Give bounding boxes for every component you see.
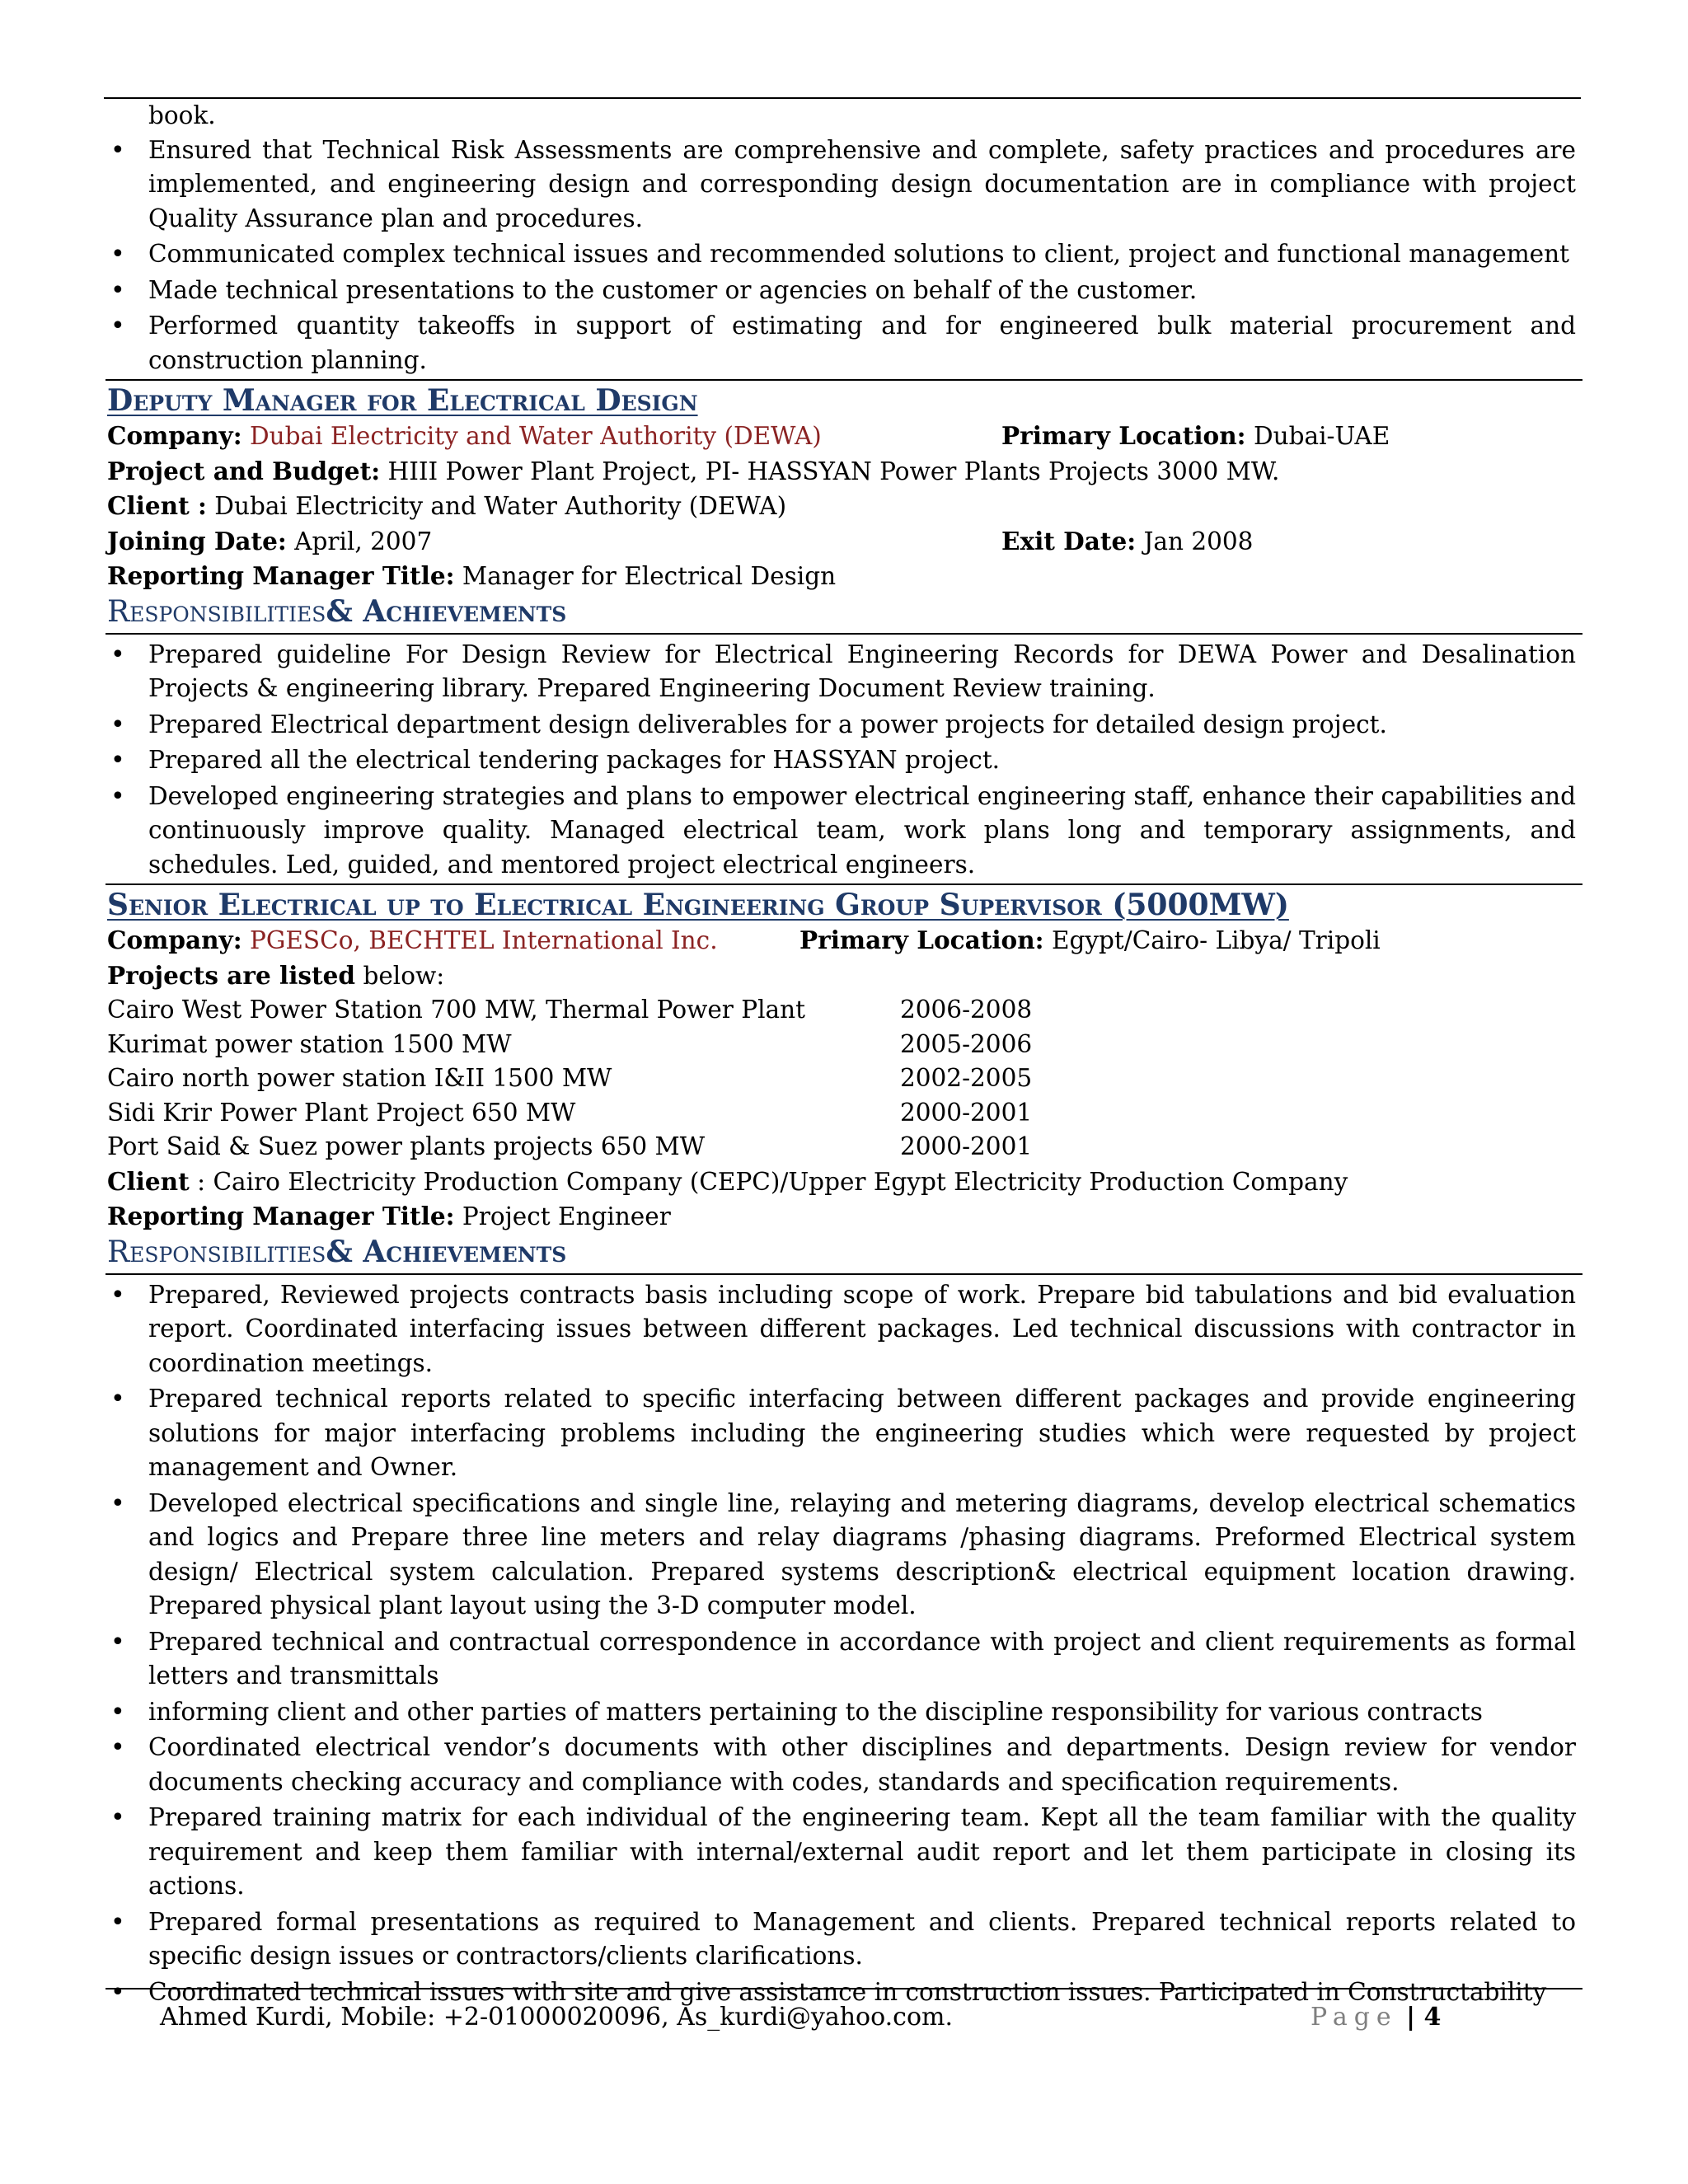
project-list-item [107, 1130, 1576, 1165]
list-item: • Coordinated technical issues with site and give assistance in construction issues. Participated in Constructability [107, 1975, 1576, 2010]
project-name: Port Said & Suez power plants projects 650 MW [107, 1132, 706, 1160]
project-years: 2006-2008 [900, 996, 1033, 1024]
page-number-block [1311, 2001, 1441, 2034]
project-years: 2000-2001 [900, 1132, 1033, 1160]
list-item: • Prepared formal presentations as required to Management and clients. Prepared technical reports related to specific design issues or contractors/clients clarifications. [107, 1905, 1576, 1974]
project-name: Sidi Krir Power Plant Project 650 MW [107, 1098, 576, 1127]
page-content [107, 97, 1576, 2011]
responsibilities-heading [107, 594, 1576, 630]
project-list-item [107, 1096, 1576, 1131]
page-word: Page [1311, 2003, 1398, 2032]
page-number: 4 [1423, 2003, 1442, 2032]
project-years: 2000-2001 [900, 1098, 1033, 1127]
location-value: Dubai-UAE [1253, 422, 1390, 450]
client-row [107, 489, 1576, 524]
company-label: Company: [107, 926, 242, 954]
location-label: Primary Location: [1001, 421, 1246, 450]
manager-label: Reporting Manager Title: [107, 561, 455, 590]
project-name: Kurimat power station 1500 MW [107, 1029, 512, 1058]
manager-row [107, 1199, 1576, 1235]
list-item: • Communicated complex technical issues and recommended solutions to client, project and functional management [107, 237, 1576, 272]
section-divider [106, 633, 1582, 635]
list-item: • Prepared Electrical department design deliverables for a power projects for detailed design project. [107, 708, 1576, 743]
list-item: • Developed electrical specifications and single line, relaying and metering diagrams, develop electrical schematics and logics and Prepare three line meters and relay diagrams /phasing diagrams. Preformed Electrical system design/ Electrical system calculation. Prepared systems description& electrical equipment location drawing. Prepared physical plant layout using the 3-D computer model. [107, 1487, 1576, 1624]
continuation-text: book. [148, 101, 216, 129]
project-list-item [107, 1028, 1576, 1062]
company-label: Company: [107, 421, 242, 450]
dates-row [107, 524, 1576, 560]
client-value: : Cairo Electricity Production Company (CEPC)/Upper Egypt Electricity Production Company [189, 1167, 1348, 1196]
client-label: Client [107, 1166, 190, 1196]
achievements-word: & Achievements [326, 1234, 567, 1269]
project-years: 2005-2006 [900, 1029, 1033, 1058]
project-name: Cairo West Power Station 700 MW, Thermal Power Plant [107, 996, 806, 1024]
company-row [107, 923, 1576, 958]
list-item: • Prepared technical reports related to specific interfacing between different packages and provide engineering solutions for major interfacing problems including the engineering studies which were requested by project management and Owner. [107, 1382, 1576, 1485]
projects-heading [107, 958, 1576, 994]
section-divider [106, 1273, 1582, 1275]
project-list-item [107, 1062, 1576, 1096]
job1-bullet-list [107, 638, 1576, 883]
location-value: Egypt/Cairo- Libya/ Tripoli [1051, 926, 1381, 954]
list-item: • Prepared guideline For Design Review for Electrical Engineering Records for DEWA Power and Desalination Projects & engineering library. Prepared Engineering Document Review training. [107, 638, 1576, 706]
list-item: • Developed engineering strategies and plans to empower electrical engineering staff, enhance their capabilities and continuously improve quality. Managed electrical team, work plans long and temporary assignments, and schedules. Led, guided, and mentored project electrical engineers. [107, 780, 1576, 883]
company-name: Dubai Electricity and Water Authority (DEWA) [249, 422, 822, 450]
client-label: Client : [107, 491, 207, 520]
list-item: • informing client and other parties of matters pertaining to the discipline responsibility for various contracts [107, 1695, 1576, 1730]
location-label: Primary Location: [799, 926, 1044, 954]
job-title-senior-electrical: Senior Electrical up to Electrical Engineering Group Supervisor (5000MW) [107, 888, 1289, 922]
list-item: • Ensured that Technical Risk Assessments are comprehensive and complete, safety practices and procedures are implemented, and engineering design and corresponding design documentation are in compliance with project Quality Assurance plan and procedures. [107, 134, 1576, 237]
achievements-word: & Achievements [326, 593, 567, 629]
project-list-item [107, 993, 1576, 1028]
responsibilities-word: Responsibilities [107, 1235, 326, 1269]
client-row [107, 1165, 1576, 1200]
footer-contact: Ahmed Kurdi, Mobile: +2-01000020096, As_kurdi@yahoo.com. [160, 2003, 954, 2032]
section-divider [106, 883, 1582, 885]
job-title-deputy-manager: Deputy Manager for Electrical Design [107, 383, 698, 418]
list-item: • Prepared all the electrical tendering packages for HASSYAN project. [107, 743, 1576, 778]
project-name: Cairo north power station I&II 1500 MW [107, 1064, 612, 1092]
manager-label: Reporting Manager Title: [107, 1202, 455, 1230]
project-years: 2002-2005 [900, 1064, 1033, 1092]
manager-row [107, 559, 1576, 594]
responsibilities-word: Responsibilities [107, 594, 326, 629]
projects-label-suffix: below: [355, 961, 445, 990]
section-divider [106, 379, 1582, 381]
client-value: Dubai Electricity and Water Authority (DEWA) [214, 492, 787, 520]
project-row [107, 454, 1576, 490]
joining-date-value: April, 2007 [294, 527, 433, 555]
list-item: • Prepared technical and contractual correspondence in accordance with project and client requirements as formal letters and transmittals [107, 1625, 1576, 1694]
list-item: • Performed quantity takeoffs in support of estimating and for engineered bulk material procurement and construction planning. [107, 309, 1576, 377]
list-item: • Made technical presentations to the customer or agencies on behalf of the customer. [107, 274, 1576, 308]
list-item: • Prepared training matrix for each individual of the engineering team. Kept all the team familiar with the quality requirement and keep them familiar with internal/external audit report and let them participate in closing its actions. [107, 1801, 1576, 1904]
project-label: Project and Budget: [107, 456, 381, 485]
project-value: HIII Power Plant Project, PI- HASSYAN Power Plants Projects 3000 MW. [387, 457, 1280, 485]
responsibilities-heading [107, 1235, 1576, 1270]
exit-date-label: Exit Date: [1001, 526, 1137, 555]
manager-value: Project Engineer [462, 1202, 671, 1230]
joining-date-label: Joining Date: [107, 526, 287, 555]
job2-bullet-list [107, 1278, 1576, 2010]
list-item: • Coordinated electrical vendor’s documents with other disciplines and departments. Design review for vendor documents checking accuracy and compliance with codes, standards and specification requirements. [107, 1731, 1576, 1799]
projects-label: Projects are listed [107, 960, 356, 990]
exit-date-value: Jan 2008 [1143, 527, 1254, 555]
company-row [107, 419, 1576, 454]
intro-bullet-list [107, 134, 1576, 378]
page-separator: | [1397, 2003, 1424, 2032]
manager-value: Manager for Electrical Design [462, 562, 837, 590]
company-name: PGESCo, BECHTEL International Inc. [249, 926, 718, 954]
list-item: • Prepared, Reviewed projects contracts basis including scope of work. Prepare bid tabulations and bid evaluation report. Coordinated interfacing issues between different packages. Led technical discussions with contractor in coordination meetings. [107, 1278, 1576, 1381]
